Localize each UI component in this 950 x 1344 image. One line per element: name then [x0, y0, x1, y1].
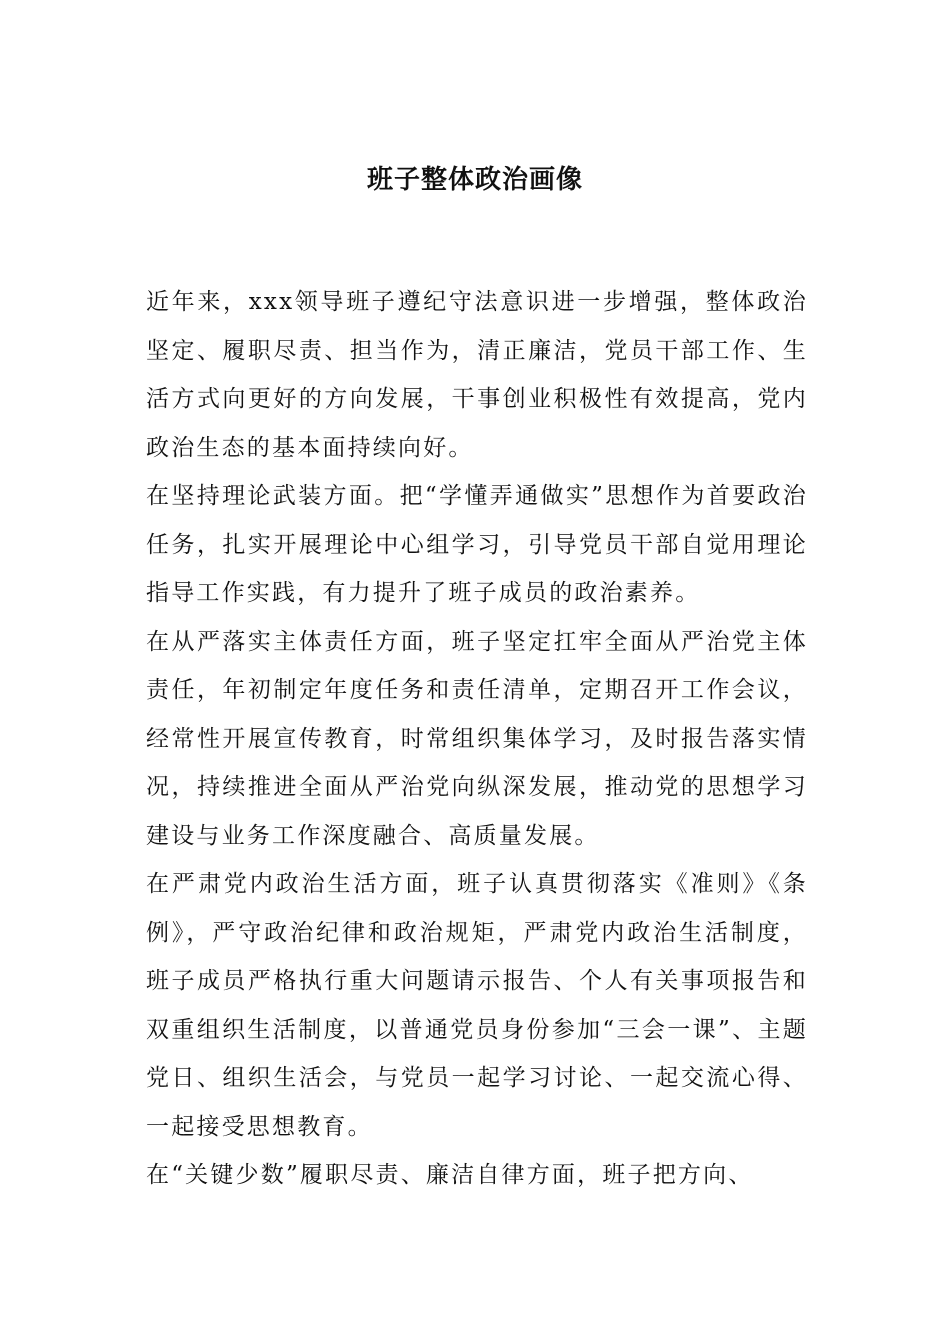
paragraph-theory: 在坚持理论武装方面。把“学懂弄通做实”思想作为首要政治任务，扎实开展理论中心组学习，引导党员干部自觉用理论指导工作实践，有力提升了班子成员的政治素养。 — [146, 483, 808, 606]
document-title: 班子整体政治画像 — [366, 165, 583, 195]
paragraph-key-minority: 在“关键少数”履职尽责、廉洁自律方面，班子把方向、 — [146, 1162, 754, 1188]
document-body — [146, 278, 808, 1200]
paragraph-responsibility: 在从严落实主体责任方面，班子坚定扛牢全面从严治党主体责任，年初制定年度任务和责任清单，定期召开工作会议，经常性开展宣传教育，时常组织集体学习，及时报告落实情况，持续推进全面从严治党向纵深发展，推动党的思想学习建设与业务工作深度融合、高质量发展。 — [146, 628, 808, 849]
paragraph-intro: 近年来，xxx领导班子遵纪守法意识进一步增强，整体政治坚定、履职尽责、担当作为，清正廉洁，党员干部工作、生活方式向更好的方向发展，干事创业积极性有效提高，党内政治生态的基本面持续向好。 — [146, 289, 808, 461]
paragraph-political-life: 在严肃党内政治生活方面，班子认真贯彻落实《准则》《条例》，严守政治纪律和政治规矩，严肃党内政治生活制度，班子成员严格执行重大问题请示报告、个人有关事项报告和双重组织生活制度，以普通党员身份参加“三会一课”、主题党日、组织生活会，与党员一起学习讨论、一起交流心得、一起接受思想教育。 — [146, 871, 808, 1140]
